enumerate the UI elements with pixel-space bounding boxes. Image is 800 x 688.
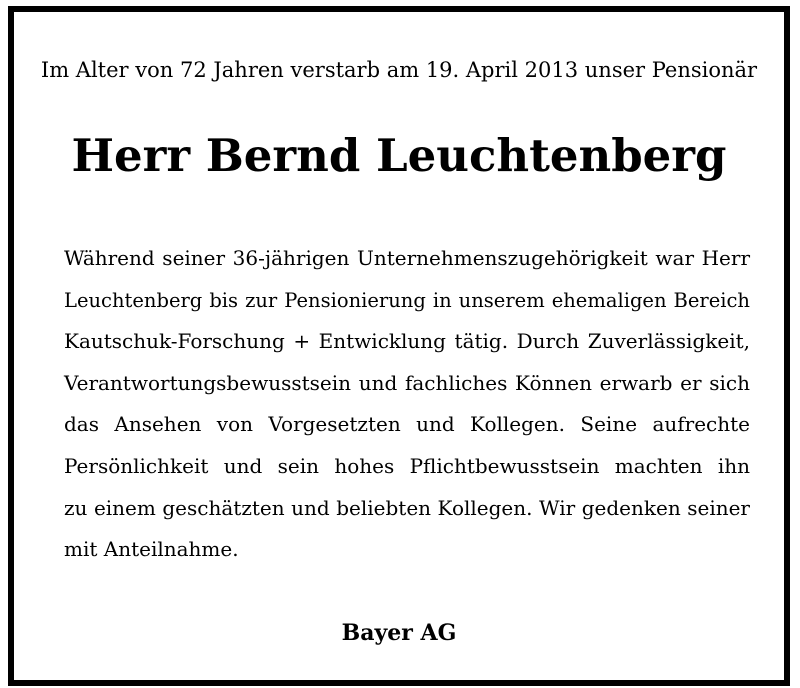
body-line: Persönlichkeit und sein hohes Pflichtbewusstsein machten ihn <box>64 453 750 478</box>
body-line: das Ansehen von Vorgesetzten und Kollegen. Seine aufrechte <box>64 412 750 437</box>
body-line: zu einem geschätzten und beliebten Kollegen. Wir gedenken seiner <box>64 495 750 520</box>
body-line: Während seiner 36-jährigen Unternehmenszugehörigkeit war Herr <box>64 246 750 270</box>
body-line: Kautschuk-Forschung + Entwicklung tätig. Durch Zuverlässigkeit, <box>64 329 750 354</box>
body-line: Leuchtenberg bis zur Pensionierung in unserem ehemaligen Bereich <box>64 288 750 312</box>
intro-line: Im Alter von 72 Jahren verstarb am 19. April 2013 unser Pensionär <box>40 58 758 82</box>
body-line: mit Anteilnahme. <box>64 537 239 562</box>
deceased-name: Herr Bernd Leuchtenberg <box>71 129 727 182</box>
obituary-body <box>64 238 750 571</box>
body-line: Verantwortungsbewusstsein und fachliches Können erwarb er sich <box>64 370 750 395</box>
company-signature: Bayer AG <box>341 620 457 646</box>
obituary-notice <box>8 6 790 686</box>
